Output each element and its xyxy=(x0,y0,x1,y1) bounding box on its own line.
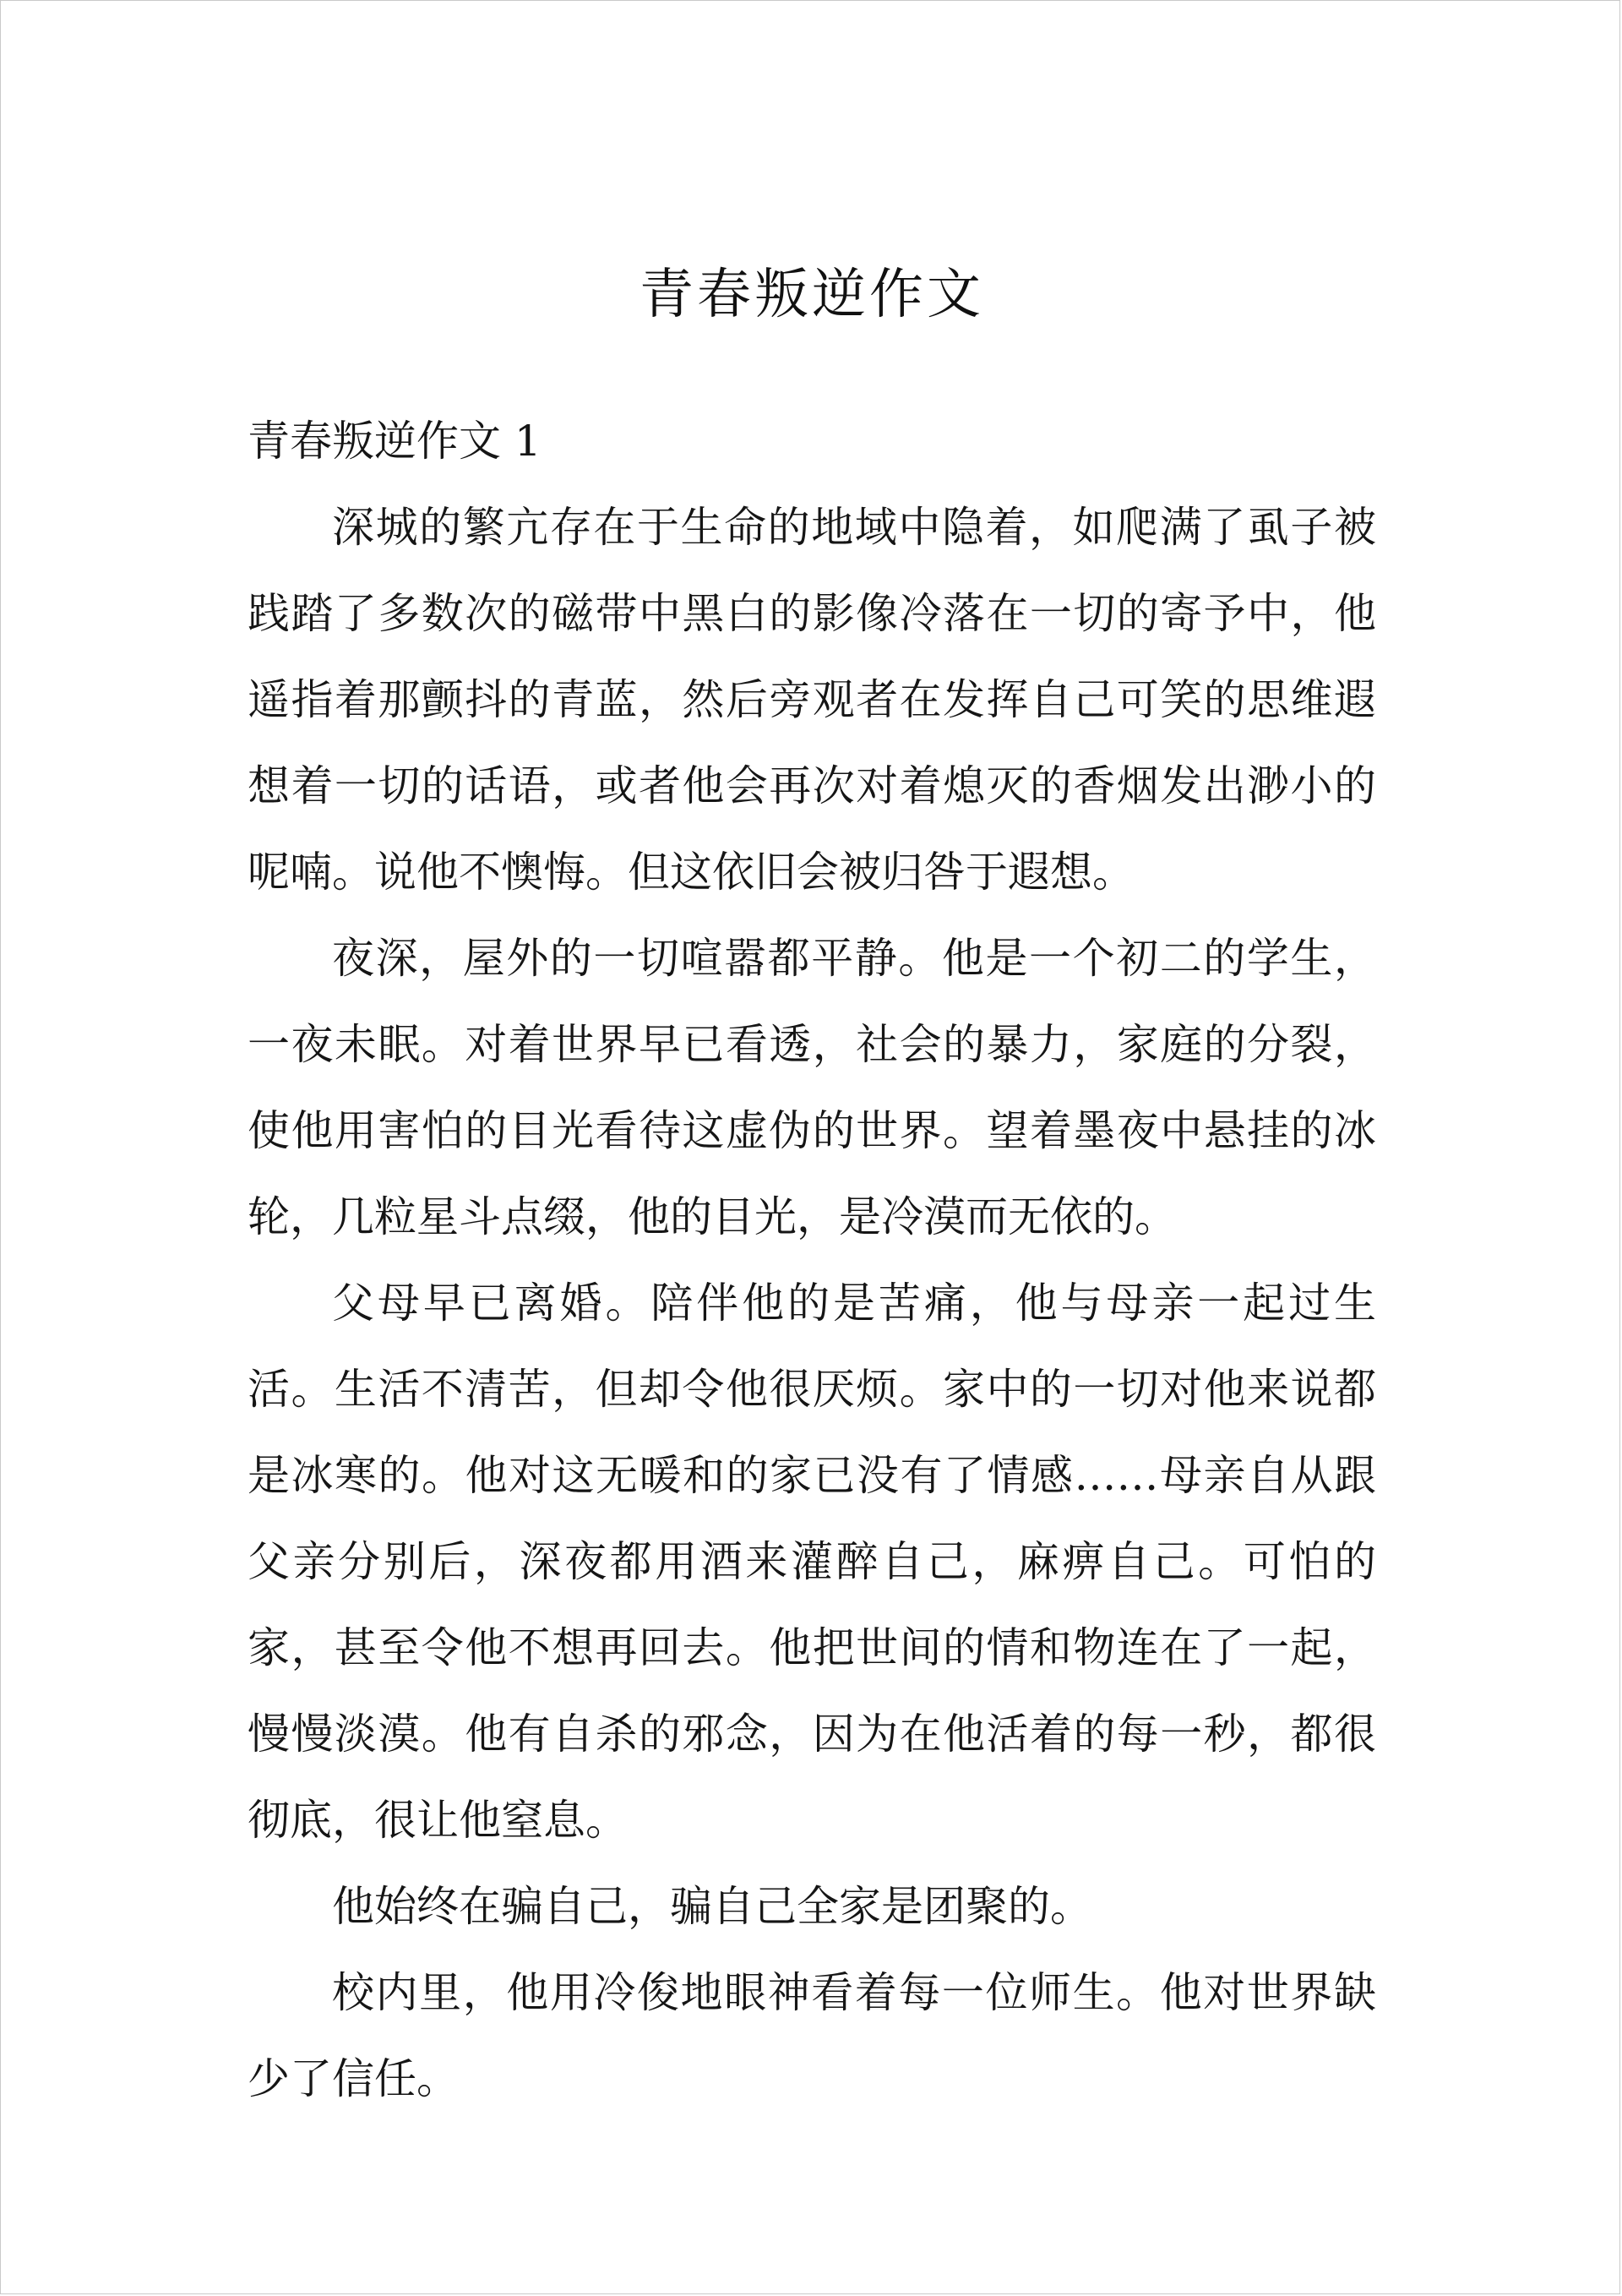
paragraph-2: 夜深，屋外的一切喧嚣都平静。他是一个初二的学生，一夜未眠。对着世界早已看透，社会的暴力，家庭的分裂，使他用害怕的目光看待这虚伪的世界。望着墨夜中悬挂的冰轮，几粒星斗点缀，他的目光，是冷漠而无依的。 xyxy=(248,934,1376,1241)
paragraph-1: 深城的繁亢存在于生命的地域中隐着，如爬满了虱子被践踏了多数次的磁带中黑白的影像冷落在一切的寄予中，他遥指着那颤抖的青蓝，然后旁观者在发挥自己可笑的思维遐想着一切的话语，或者他会再次对着熄灭的香烟发出渺小的呢喃。说他不懊悔。但这依旧会被归咎于遐想。 xyxy=(248,503,1376,897)
paragraph-3: 父母早已离婚。陪伴他的是苦痛，他与母亲一起过生活。生活不清苦，但却令他很厌烦。家中的一切对他来说都是冰寒的。他对这无暖和的家已没有了情感……母亲自从跟父亲分别后，深夜都用酒来灌醉自己，麻痹自己。可怕的家，甚至令他不想再回去。他把世间的情和物连在了一起，慢慢淡漠。他有自杀的邪念，因为在他活着的每一秒，都很彻底，很让他窒息。 xyxy=(248,1279,1376,1845)
section-heading: 青春叛逆作文 1 xyxy=(248,417,542,466)
document-body xyxy=(248,398,1376,2122)
paragraph-4: 他始终在骗自己，骗自己全家是团聚的。 xyxy=(332,1882,1092,1931)
document-title: 青春叛逆作文 xyxy=(640,264,984,326)
paragraph-5: 校内里，他用冷俊地眼神看着每一位师生。他对世界缺少了信任。 xyxy=(248,1968,1376,2103)
